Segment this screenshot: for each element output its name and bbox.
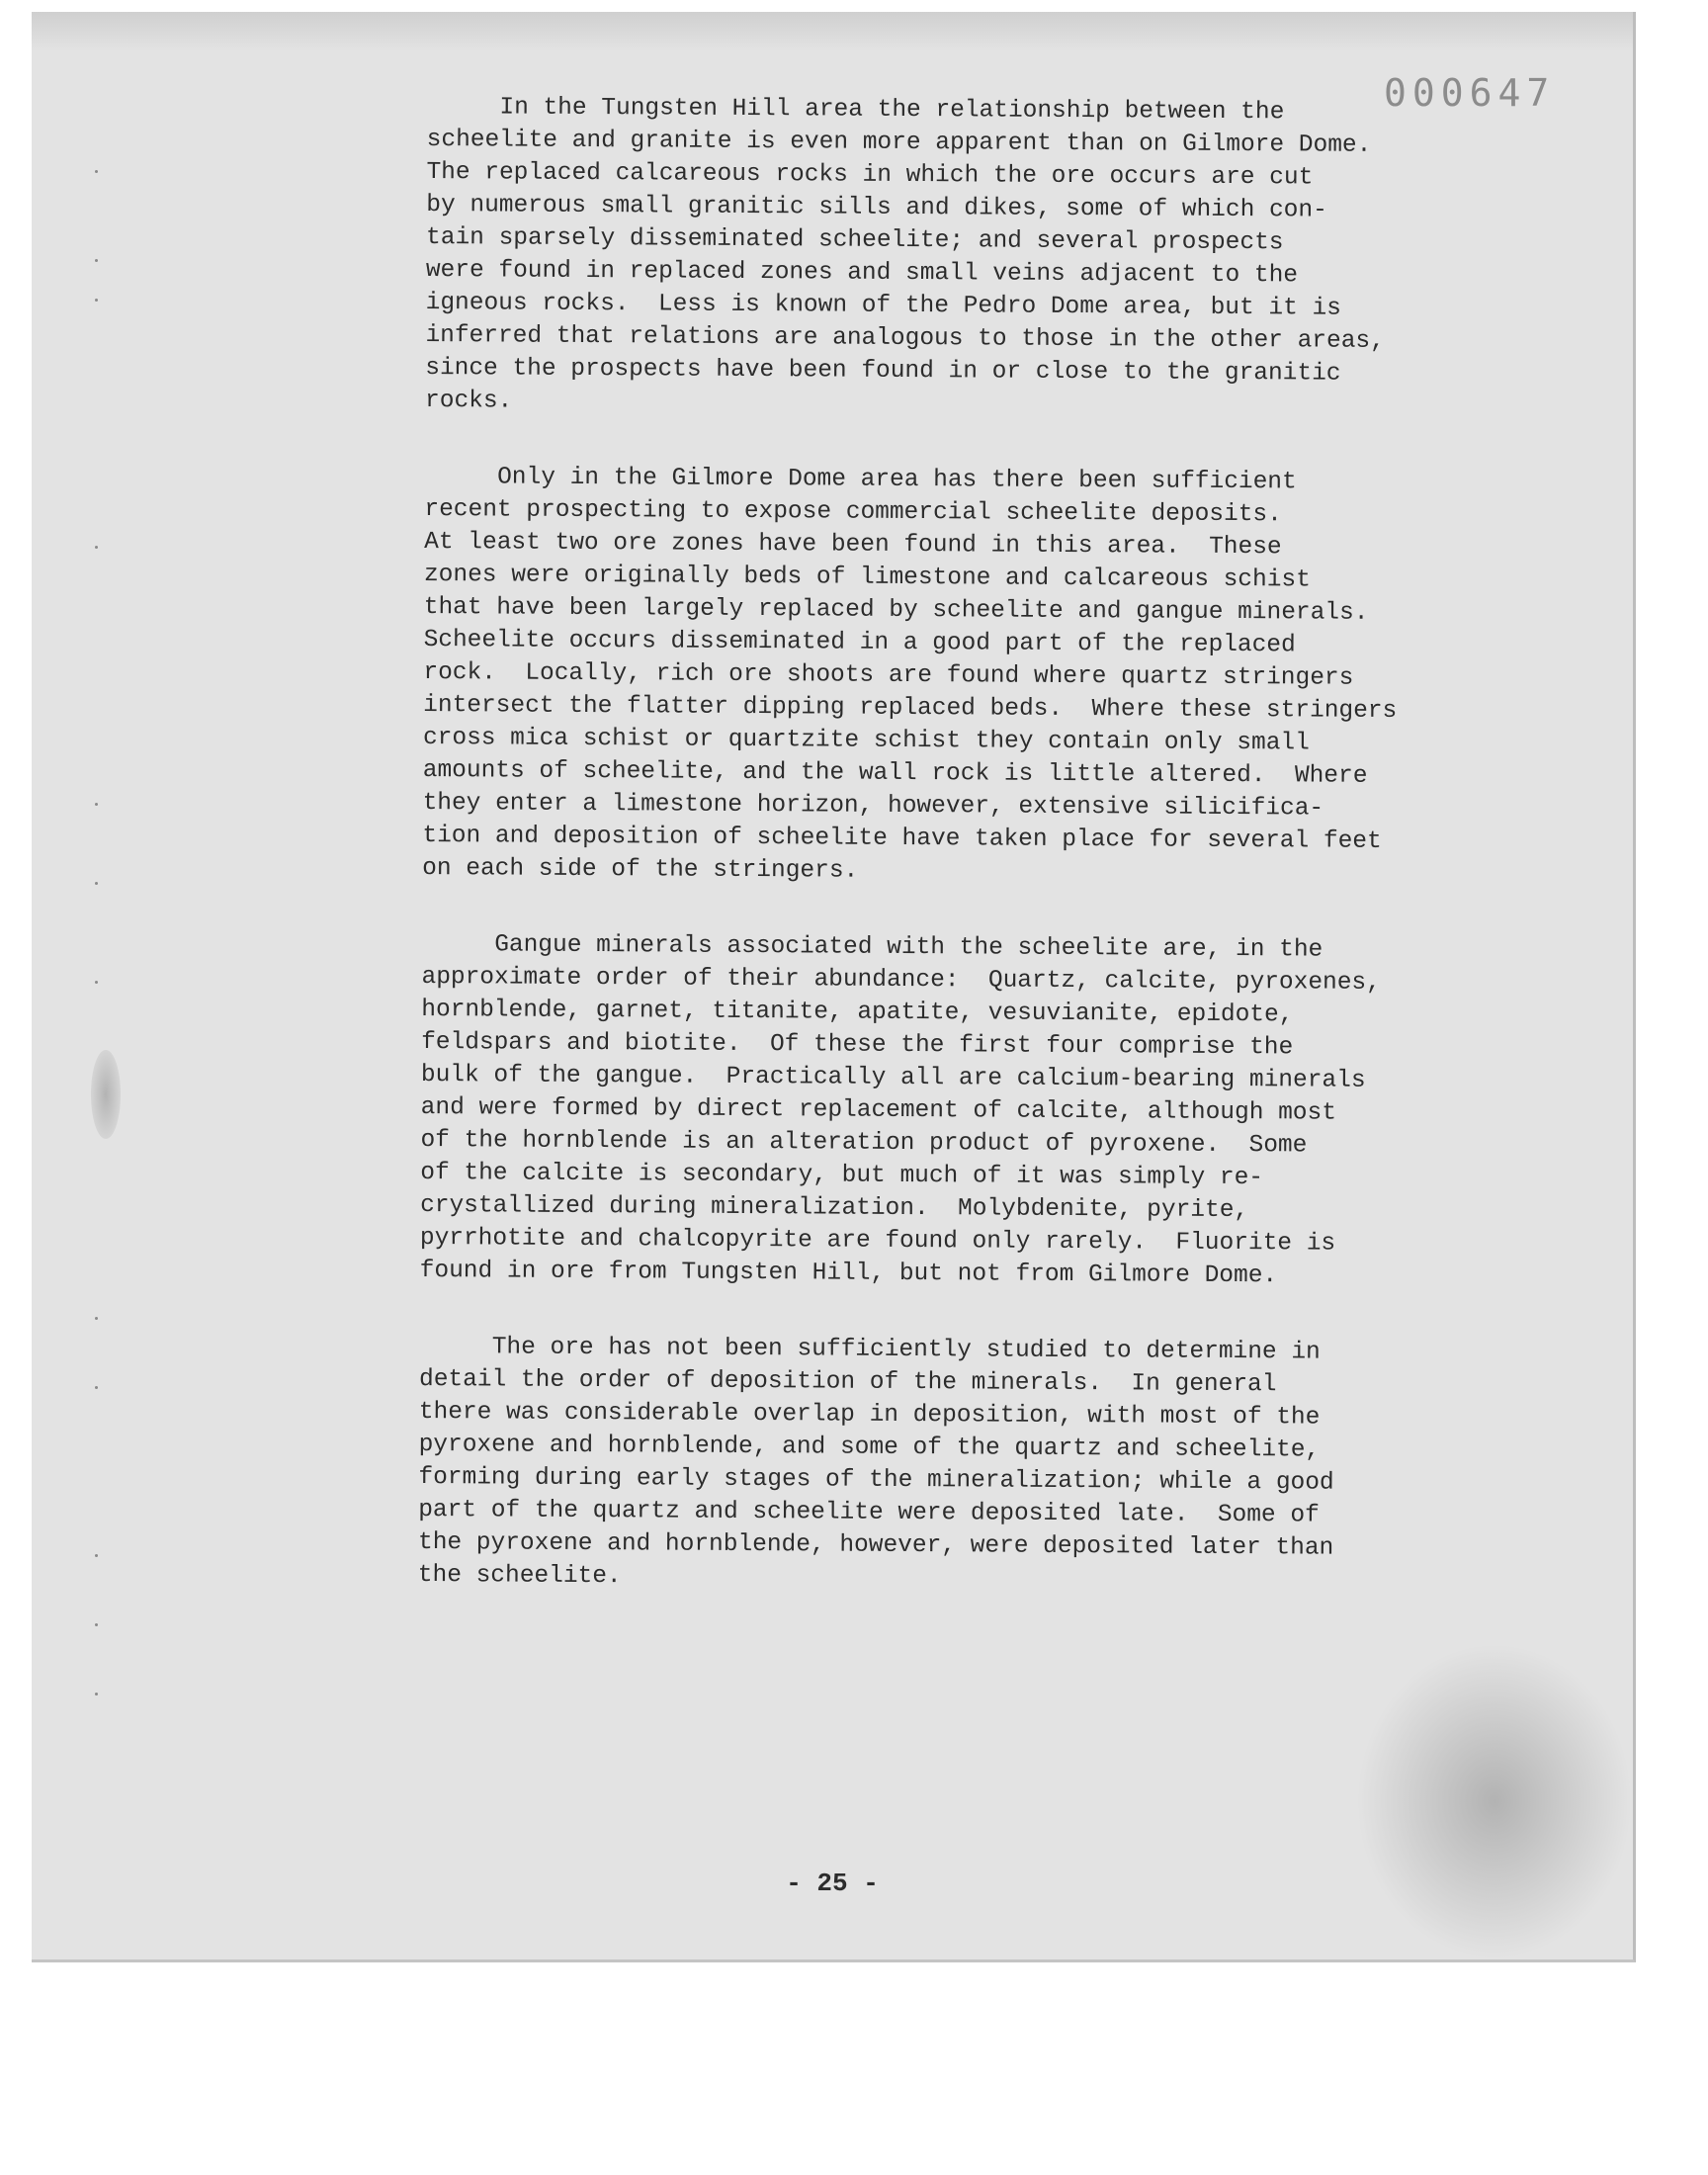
paragraph: The ore has not been sufficiently studied to determine in detail the order of deposition of the minerals. In general there was considerable overlap in deposition, with most of the pyroxene and hornblende, and some of the quartz and scheelite, forming during early stages of the mineralization; while a good part of the quartz and scheelite were deposited late. Some of the pyroxene and hornblende, however, were deposited later than the scheelite.	[417, 1333, 1334, 1591]
speck	[95, 1317, 98, 1320]
speck	[95, 170, 98, 173]
speck	[95, 546, 98, 549]
page-number: - 25 -	[786, 1869, 879, 1898]
paragraph: Gangue minerals associated with the scheelite are, in the approximate order of their abundance: Quartz, calcite, pyroxenes, hornblende, garnet, titanite, apatite, vesuvianite, epidote, feldspars and biotite. Of these the first four comprise the bulk of the gangue. Practically all are calcium-bearing minerals and were formed by direct replacement of calcite, although most of the hornblende is an alteration product of pyroxene. Some of the calcite is secondary, but much of it was simply re- crystallized during mineralization. Molybdenite, pyrite, pyrrhotite and chalcopyrite are found only rarely. Fluorite is found in ore from Tungsten Hill, but not from Gilmore Dome.	[419, 930, 1381, 1290]
binding-hole-marks	[91, 111, 111, 1791]
speck	[95, 803, 98, 806]
scan-shadow	[32, 12, 1633, 51]
body-text	[417, 91, 1564, 1642]
speck	[95, 1623, 98, 1626]
document-stamp-number: 000647	[1384, 71, 1556, 115]
speck	[95, 1693, 98, 1696]
speck	[95, 1386, 98, 1389]
speck	[95, 259, 98, 262]
paragraph: In the Tungsten Hill area the relationship between the scheelite and granite is even more apparent than on Gilmore Dome. The replaced calcareous rocks in which the ore occurs are cut by numerous small granitic sills and dikes, some of which con- tain sparsely disseminated scheelite; and several prospects were found in replaced zones and small veins adjacent to the igneous rocks. Less is known of the Pedro Dome area, but it is inferred that relations are analogous to those in the other areas, since the prospects have been found in or close to the granitic rocks.	[425, 93, 1385, 415]
scan-smudge	[1356, 1643, 1633, 1959]
speck	[95, 981, 98, 984]
scanned-page	[32, 12, 1636, 1962]
paragraph: Only in the Gilmore Dome area has there been sufficient recent prospecting to expose commercial scheelite deposits. At least two ore zones have been found in this area. These zones were originally beds of limestone and calcareous schist that have been largely replaced by scheelite and gangue minerals. Scheelite occurs disseminated in a good part of the replaced rock. Locally, rich ore shoots are found where quartz stringers intersect the flatter dipping replaced beds. Where these stringers cross mica schist or quartzite schist they contain only small amounts of scheelite, and the wall rock is little altered. Where they enter a limestone horizon, however, extensive silicifica- tion and deposition of scheelite have taken place for several feet on each side of the stringers.	[422, 463, 1398, 885]
speck	[95, 882, 98, 885]
speck	[95, 1554, 98, 1557]
speck	[95, 299, 98, 302]
